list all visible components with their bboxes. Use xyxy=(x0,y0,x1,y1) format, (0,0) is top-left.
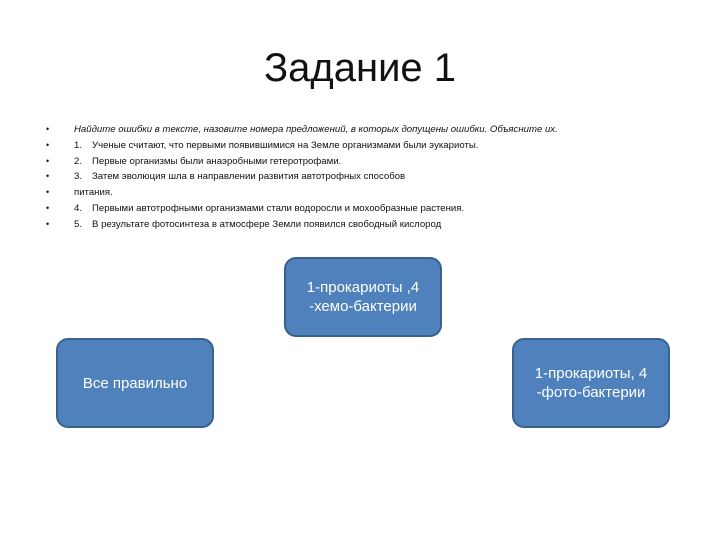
item-number: 3. xyxy=(74,171,83,183)
item-text: В результате фотосинтеза в атмосфере Земли появился свободный кислород xyxy=(92,218,442,230)
item-text: Затем эволюция шла в направлении развития автотрофных способов xyxy=(92,171,406,183)
answer-left-text: Все правильно xyxy=(82,374,188,392)
item-text: Ученые считают, что первыми появившимися на Земле организмами были эукариоты. xyxy=(92,139,479,151)
item-text: Первыми автотрофными организмами стали водоросли и мохообразные растения. xyxy=(92,202,465,214)
task-list xyxy=(46,122,696,233)
item-text: Первые организмы были анаэробными гетеротрофами. xyxy=(92,155,342,167)
answer-center-line2: -хемо-бактерии xyxy=(309,298,417,315)
answer-right-line1: 1-прокариоты, 4 xyxy=(534,365,648,382)
item-number: 2. xyxy=(74,155,83,167)
list-item xyxy=(46,169,696,185)
list-item xyxy=(46,154,696,170)
answer-right-line2: -фото-бактерии xyxy=(536,384,646,401)
bullet: • xyxy=(46,139,50,150)
bullet: • xyxy=(46,155,50,166)
item-number: 1. xyxy=(74,139,83,151)
item-number: 5. xyxy=(74,218,83,230)
answer-box-left xyxy=(56,338,214,428)
bullet: • xyxy=(46,124,50,134)
list-item xyxy=(46,185,696,201)
list-item xyxy=(46,122,696,138)
list-item xyxy=(46,217,696,233)
item-number: 4. xyxy=(74,202,83,214)
slide-title: Задание 1 xyxy=(263,46,457,90)
bullet: • xyxy=(46,218,50,229)
bullet: • xyxy=(46,202,50,213)
list-item xyxy=(46,138,696,154)
item-text: питания. xyxy=(74,187,113,199)
answer-center-line1: 1-прокариоты ,4 xyxy=(306,279,420,296)
answer-box-right xyxy=(512,338,670,428)
task-intro: Найдите ошибки в тексте, назовите номера предложений, в которых допущены ошибки. Объясните их. xyxy=(74,124,558,135)
bullet: • xyxy=(46,187,50,198)
list-item xyxy=(46,201,696,217)
bullet: • xyxy=(46,171,50,182)
answer-box-center xyxy=(284,257,442,337)
